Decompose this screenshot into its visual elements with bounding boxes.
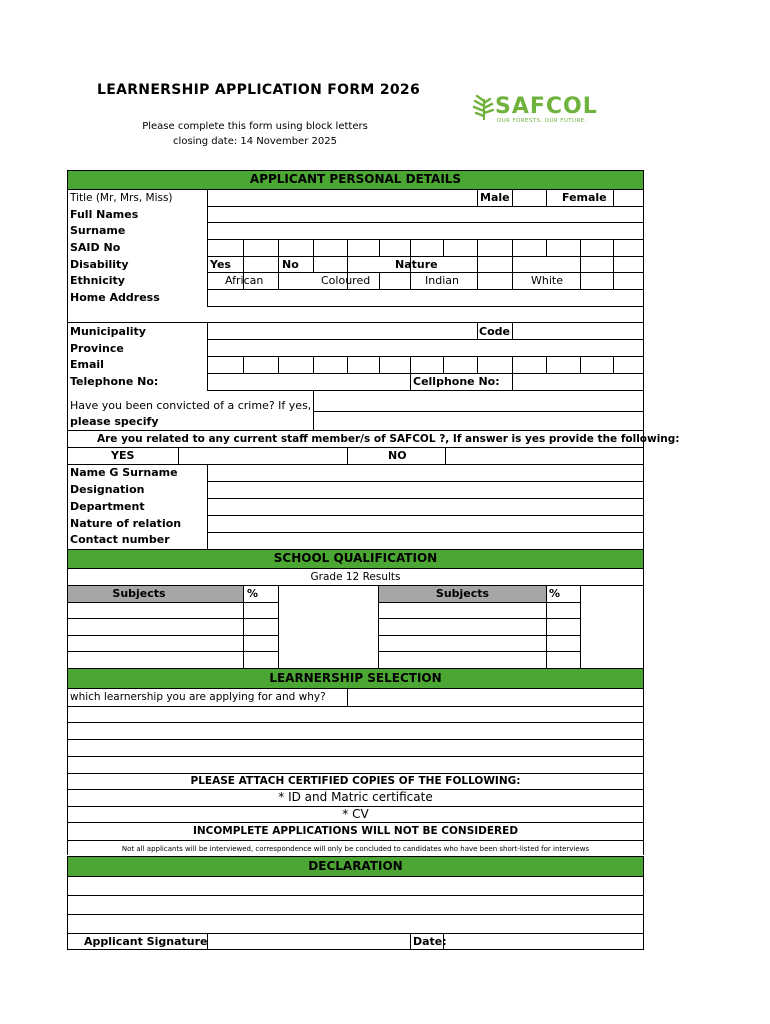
disability-nature-label: Nature [395,258,438,271]
contact-number-label: Contact number [70,533,170,546]
telephone-label: Telephone No: [70,375,159,388]
municipality-label: Municipality [70,325,146,338]
related-question: Are you related to any current staff member/s of SAFCOL ?, If answer is yes provide the following: [97,433,680,445]
pct-header-left: % [247,587,259,600]
telephone-field[interactable] [208,374,409,390]
learnership-heading: LEARNERSHIP SELECTION [269,671,442,685]
instruction-text: Please complete this form using block letters [142,121,368,132]
crime-specify-field[interactable] [314,391,643,430]
personal-details-heading: APPLICANT PERSONAL DETAILS [249,172,462,186]
date-label: Date: [413,935,447,948]
surname-field[interactable] [208,223,643,239]
subjects-header-right: Subjects [435,587,490,600]
home-address-field[interactable] [208,290,643,322]
signature-field[interactable] [208,934,409,949]
safcol-tagline: OUR FORESTS. OUR FUTURE. [497,118,587,124]
closing-date: closing date: 14 November 2025 [173,136,337,147]
incomplete-warning: INCOMPLETE APPLICATIONS WILL NOT BE CONSIDERED [192,825,519,837]
crime-question-line1: Have you been convicted of a crime? If yes, [70,399,312,412]
related-no-label: NO [388,449,407,462]
signature-label: Applicant Signature [84,935,208,948]
full-names-field[interactable] [208,207,643,222]
grade12-label: Grade 12 Results [310,571,401,583]
female-label: Female [562,191,607,204]
disability-no-label: No [282,258,299,271]
disability-yes-label: Yes [210,258,231,271]
designation-label: Designation [70,483,145,496]
date-field[interactable] [444,934,643,949]
pct-header-right: % [549,587,561,600]
said-label: SAID No [70,241,121,254]
said-field[interactable] [208,240,643,256]
ethnicity-indian-label: Indian [425,274,459,287]
disability-label: Disability [70,258,129,271]
department-label: Department [70,500,145,513]
home-address-label: Home Address [70,291,160,304]
cellphone-field[interactable] [513,374,643,390]
attach-item-id-matric: * ID and Matric certificate [278,790,433,804]
subjects-header-left: Subjects [112,587,166,600]
attach-title: PLEASE ATTACH CERTIFIED COPIES OF THE FOLLOWING: [190,775,521,787]
surname-label: Surname [70,224,126,237]
nature-relation-label: Nature of relation [70,517,182,530]
school-heading: SCHOOL QUALIFICATION [273,551,438,565]
title-label: Title (Mr, Mrs, Miss) [70,192,173,204]
safcol-leaf-icon [472,93,496,121]
declaration-heading: DECLARATION [308,859,403,873]
name-surname-label: Name G Surname [70,466,178,479]
email-label: Email [70,358,104,371]
ethnicity-coloured-label: Coloured [321,274,371,287]
form-title: LEARNERSHIP APPLICATION FORM 2026 [97,82,420,98]
province-field[interactable] [208,340,643,356]
municipality-field[interactable] [208,323,476,339]
safcol-logo: SAFCOL [495,94,598,119]
full-names-label: Full Names [70,208,139,221]
learnership-question: which learnership you are applying for and why? [70,691,326,703]
province-label: Province [70,342,124,355]
male-label: Male [480,191,510,204]
related-yes-label: YES [111,449,135,462]
code-label: Code [479,325,510,338]
ethnicity-label: Ethnicity [70,274,125,287]
interview-note: Not all applicants will be interviewed, correspondence will only be concluded to candidates who have been short-listed for interviews [121,845,590,853]
ethnicity-african-label: African [225,274,264,287]
ethnicity-white-label: White [531,274,563,287]
cellphone-label: Cellphone No: [413,375,500,388]
relation-details-fields[interactable] [208,465,643,549]
email-field[interactable] [208,357,643,373]
title-field[interactable] [208,190,476,206]
crime-question-line2: please specify [70,415,159,428]
code-field[interactable] [513,323,643,339]
learnership-answer-field[interactable] [348,689,643,773]
attach-item-cv: * CV [342,807,369,821]
